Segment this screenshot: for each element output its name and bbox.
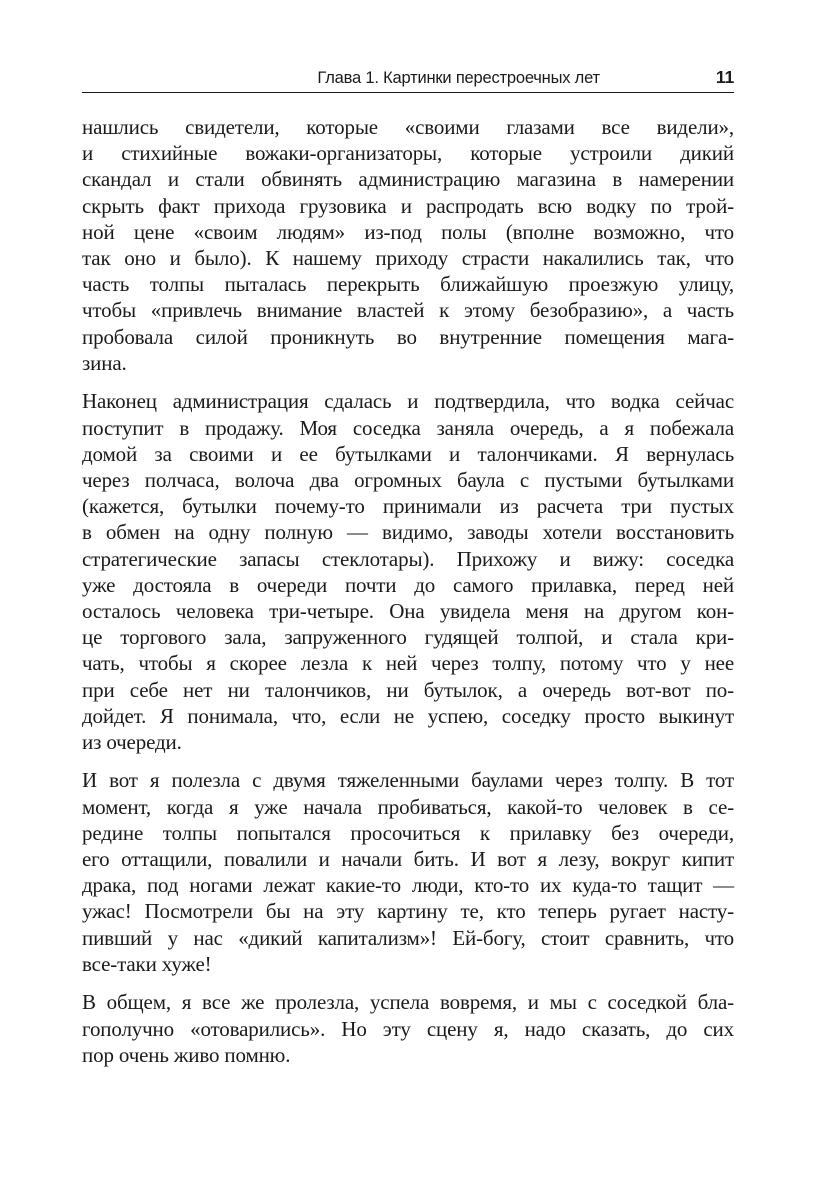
body-text	[82, 114, 734, 1068]
text-line: (кажется, бутылки почему-то принимали из расчета три пустых	[82, 494, 734, 519]
text-line: и стихийные вожаки-организаторы, которые устроили дикий	[82, 141, 734, 166]
paragraph-2	[82, 388, 734, 755]
text-line: часть толпы пыталась перекрыть ближайшую проезжую улицу,	[82, 272, 734, 297]
text-line: через полчаса, волоча два огромных баула с пустыми бутылками	[82, 467, 734, 492]
text-line: скрыть факт прихода грузовика и распродать всю водку по трой-	[82, 193, 734, 218]
text-line: стратегические запасы стеклотары). Прихожу и вижу: соседка	[82, 546, 734, 571]
page-number: 11	[715, 67, 734, 87]
text-line: пробовала силой проникнуть во внутренние помещения мага-	[82, 324, 734, 349]
book-page	[82, 62, 734, 1080]
text-line: уже достояла в очереди почти до самого прилавка, перед ней	[82, 572, 734, 597]
text-line: пивший у нас «дикий капитализм»! Ей-богу, стоит сравнить, что	[82, 925, 734, 950]
chapter-title: Глава 1. Картинки перестроечных лет	[317, 69, 600, 87]
text-line: дойдет. Я понимала, что, если не успею, соседку просто выкинут	[82, 703, 734, 728]
text-line: при себе нет ни талончиков, ни бутылок, а очередь вот-вот по-	[82, 677, 734, 702]
text-line: гополучно «отоварились». Но эту сцену я, надо сказать, до сих	[82, 1016, 734, 1041]
text-line: нашлись свидетели, которые «своими глазами все видели»,	[82, 115, 734, 139]
text-line: домой за своими и ее бутылками и талончиками. Я вернулась	[82, 441, 734, 466]
paragraph-3	[82, 767, 734, 977]
text-line: скандал и стали обвинять администрацию магазина в намерении	[82, 167, 734, 192]
text-line: чать, чтобы я скорее лезла к ней через толпу, потому что у нее	[82, 651, 734, 676]
text-line: в обмен на одну полную — видимо, заводы хотели восстановить	[82, 520, 734, 545]
text-line: И вот я полезла с двумя тяжеленными баулами через толпу. В тот	[82, 768, 734, 793]
text-line: це торгового зала, запруженного гудящей толпой, и стала кри-	[82, 625, 734, 650]
text-line: момент, когда я уже начала пробиваться, какой-то человек в се-	[82, 794, 734, 819]
text-line: так оно и было). К нашему приходу страсти накалились так, что	[82, 246, 734, 271]
text-line: все-таки хуже!	[82, 951, 212, 976]
text-line: ной цене «своим людям» из-под полы (вполне возможно, что	[82, 219, 734, 244]
text-line: драка, под ногами лежат какие-то люди, кто-то их куда-то тащит —	[82, 873, 734, 898]
text-line: пор очень живо помню.	[82, 1042, 291, 1067]
running-header	[82, 62, 734, 93]
text-line: его оттащили, повалили и начали бить. И вот я лезу, вокруг кипит	[82, 847, 734, 872]
text-line: осталось человека три-четыре. Она увидела меня на другом кон-	[82, 598, 734, 623]
paragraph-1	[82, 114, 734, 376]
text-line: ужас! Посмотрели бы на эту картину те, кто теперь ругает насту-	[82, 899, 734, 924]
text-line: зина.	[82, 350, 127, 375]
text-line: В общем, я все же пролезла, успела вовремя, и мы с соседкой бла-	[82, 990, 734, 1015]
text-line: из очереди.	[82, 729, 182, 754]
text-line: Наконец администрация сдалась и подтвердила, что водка сейчас	[82, 389, 734, 414]
text-line: поступит в продажу. Моя соседка заняла очередь, а я побежала	[82, 415, 734, 440]
paragraph-4	[82, 989, 734, 1068]
text-line: чтобы «привлечь внимание властей к этому безобразию», а часть	[82, 298, 734, 323]
text-line: редине толпы попытался просочиться к прилавку без очереди,	[82, 820, 734, 845]
